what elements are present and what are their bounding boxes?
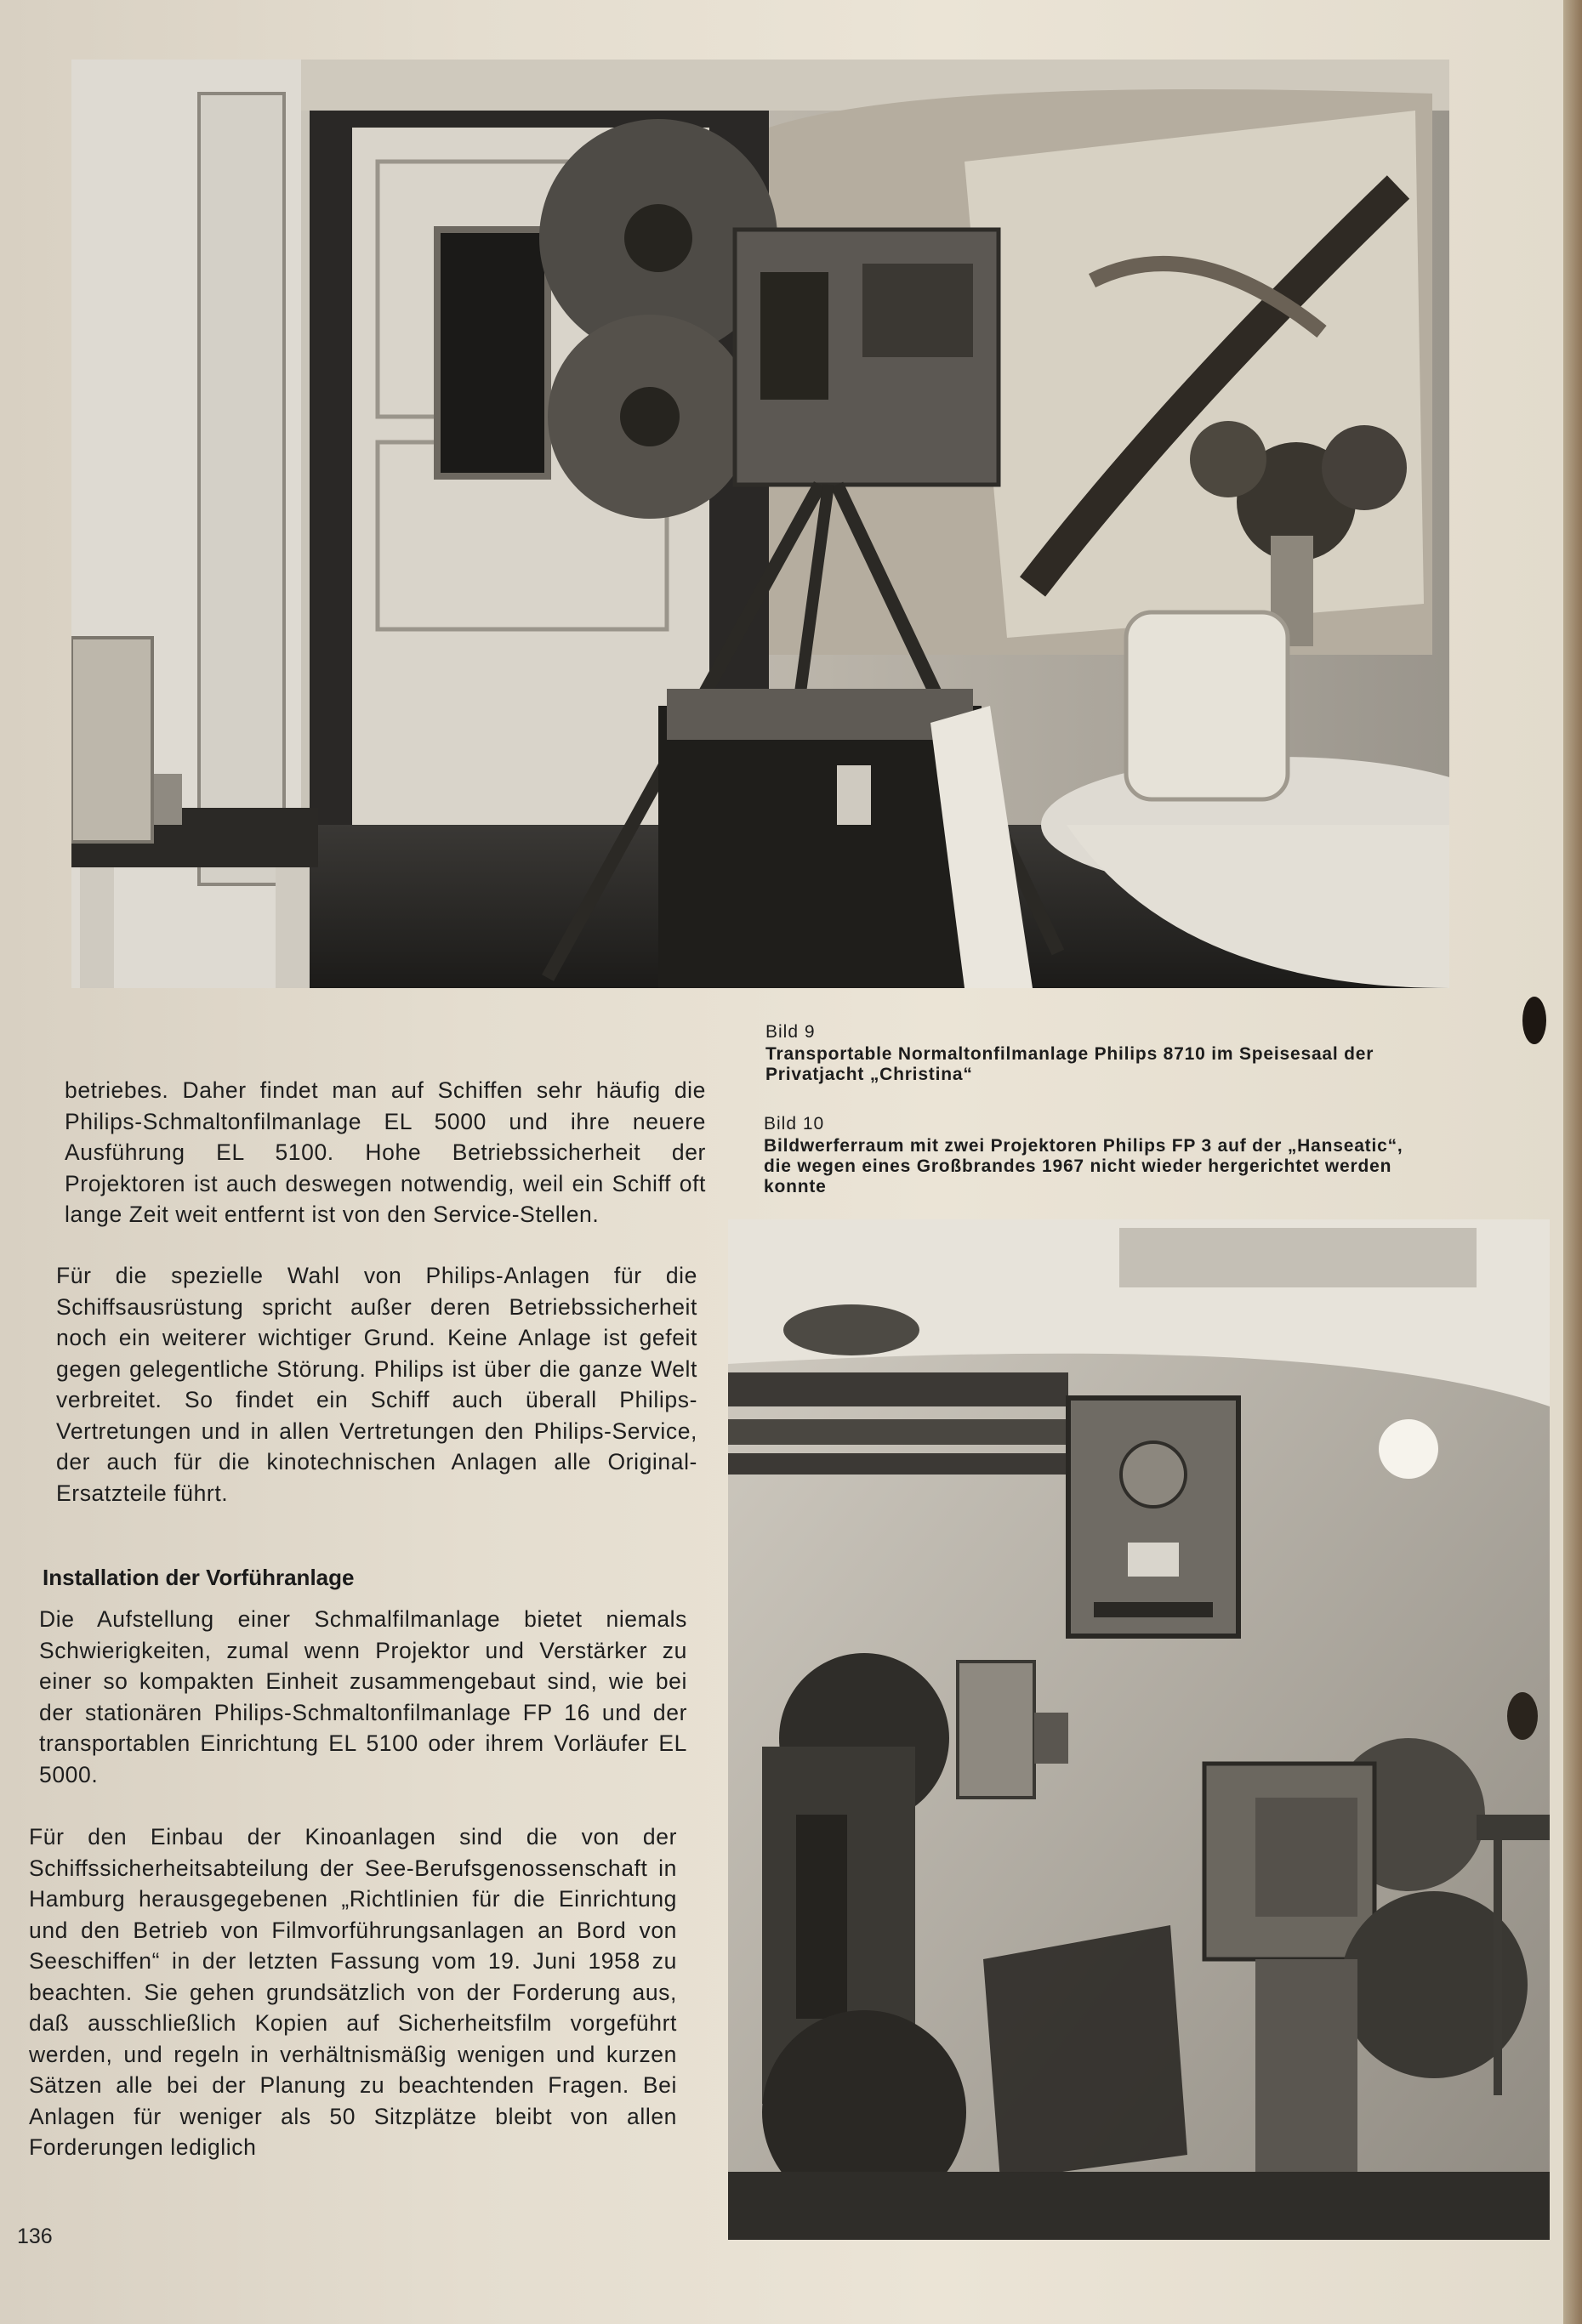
page-edge — [1563, 0, 1582, 2324]
body-paragraph-3 — [39, 1604, 687, 1790]
caption-bild-10 — [764, 1114, 1436, 1197]
page-number: 136 — [17, 2225, 53, 2248]
section-heading: Installation der Vorführanlage — [43, 1565, 355, 1590]
paragraph-text: betriebes. Daher findet man auf Schiffen sehr häufig die Philips-Schmaltonfilmanlage EL 5000 und ihre neuere Ausführung EL 5100. Hohe Betriebssicherheit der Projektoren ist auch deswegen notwendig, weil ein Schiff oft lange Zeit weit entfernt ist von den Service-Stellen. — [65, 1077, 706, 1227]
photo-projection-booth — [728, 1219, 1550, 2240]
body-paragraph-4 — [29, 1821, 677, 2163]
body-paragraph-1 — [65, 1075, 706, 1230]
caption-number: Bild 9 — [765, 1022, 816, 1042]
paragraph-text: Für die spezielle Wahl von Philips-Anlagen für die Schiffsausrüstung spricht außer deren Betriebssicherheit noch ein weiterer wichtiger Grund. Keine Anlage ist gefeit gegen gelegentliche Störung. Philips ist über die ganze Welt verbreitet. So findet ein Schiff auch überall Philips-Vertretungen und in allen Vertretungen den Philips-Service, der auch für die kinotechnischen Anlagen alle Original-Ersatzteile führt. — [56, 1263, 697, 1506]
photo-bild-9-illustration — [71, 60, 1449, 988]
paragraph-text: Für den Einbau der Kinoanlagen sind die von der Schiffssicherheitsabteilung der See-Berufsgenossenschaft in Hamburg herausgegebenen „Richtlinien für die Einrichtung und den Betrieb von Filmvorführungsanlagen an Bord von Seeschiffen“ in der letzten Fassung vom 19. Juni 1958 zu beachten. Sie gehen grundsätzlich von der Forderung aus, daß ausschließlich Kopien auf Sicherheitsfilm vorgeführt werden, und regeln in verhältnismäßig wenigen und kurzen Sätzen alle bei der Planung zu beachtenden Fragen. Bei Anlagen für weniger als 50 Sitzplätze bleibt von allen Forderungen lediglich — [29, 1824, 677, 2160]
paragraph-text: Die Aufstellung einer Schmalfilmanlage bietet niemals Schwierigkeiten, zumal wenn Projektor und Verstärker zu einer so kompakten Einheit zusammengebaut sind, wie bei der stationären Philips-Schmaltonfilmanlage FP 16 und der transportablen Einrichtung EL 5100 oder ihrem Vorläufer EL 5000. — [39, 1606, 687, 1787]
caption-bild-9 — [765, 1022, 1437, 1085]
photo-projector-dining-room — [71, 60, 1449, 988]
body-paragraph-2 — [56, 1260, 697, 1509]
caption-number: Bild 10 — [764, 1114, 825, 1134]
caption-text: Bildwerferraum mit zwei Projektoren Philips FP 3 auf der „Hanseatic“, die wegen eines Großbrandes 1967 nicht wieder hergerichtet werden konnte — [764, 1136, 1403, 1196]
photo-bild-10-illustration — [728, 1219, 1550, 2240]
binder-hole-top — [1522, 997, 1546, 1044]
binder-hole-bottom — [1507, 1692, 1538, 1740]
caption-text: Transportable Normaltonfilmanlage Philips 8710 im Speisesaal der Privatjacht „Christina“ — [765, 1044, 1374, 1084]
